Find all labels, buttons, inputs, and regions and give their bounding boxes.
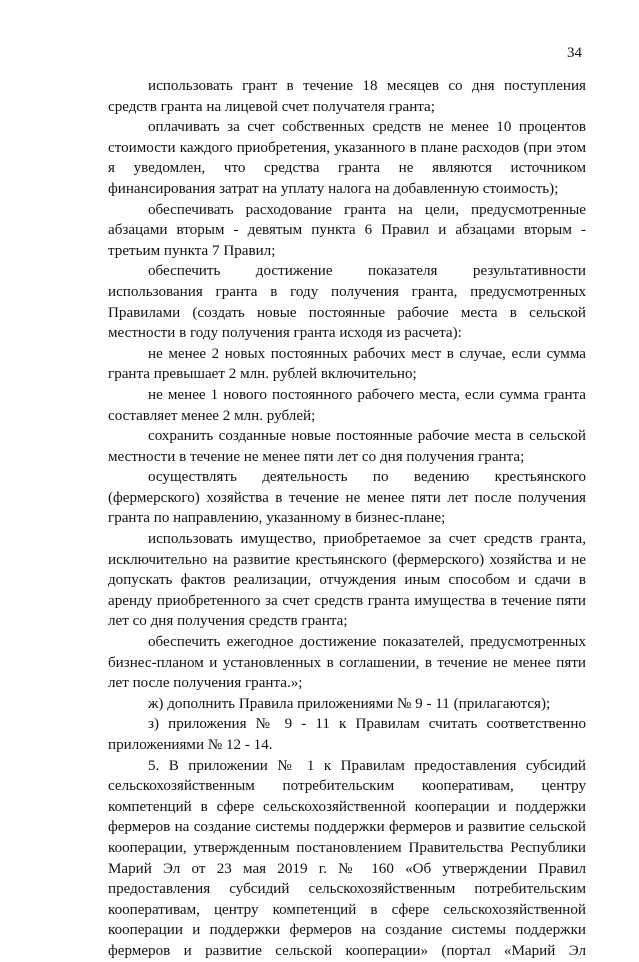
paragraph-annual-indicators: обеспечить ежегодное достижение показателей, предусмотренных бизнес-планом и установленных в соглашении, в течение не менее пяти лет после получения гранта.»; <box>108 634 586 692</box>
paragraph-property-use: использовать имущество, приобретаемое за счет средств гранта, исключительно на развитие крестьянского (фермерского) хозяйства и не допускать фактов реализации, отчуждения иным способом и сдачи в аренду приобретенного за счет средств гранта имущества в течение пяти лет со дня получения средств гранта; <box>108 531 586 630</box>
paragraph-two-jobs: не менее 2 новых постоянных рабочих мест в случае, если сумма гранта превышает 2 млн. рублей включительно; <box>108 345 586 383</box>
document-body <box>108 76 586 962</box>
paragraph-keep-jobs: сохранить созданные новые постоянные рабочие места в сельской местности в течение не менее пяти лет со дня получения гранта; <box>108 428 586 465</box>
paragraph-grant-term: использовать грант в течение 18 месяцев со дня поступления средств гранта на лицевой счет получателя гранта; <box>108 78 586 115</box>
paragraph-item-zh: ж) дополнить Правила приложениями № 9 - 11 (прилагаются); <box>148 695 551 712</box>
paragraph-performance-indicator: обеспечить достижение показателя результативности использования гранта в году получения гранта, предусмотренных Правилами (создать новые постоянные рабочие места в сельской местности в году получения гранта исходя из расчета): <box>108 263 586 342</box>
paragraph-one-job: не менее 1 нового постоянного рабочего места, если сумма гранта составляет менее 2 млн. рублей; <box>108 386 586 424</box>
page-number: 34 <box>567 45 582 61</box>
paragraph-farm-activity: осуществлять деятельность по ведению крестьянского (фермерского) хозяйства в течение не менее пяти лет после получения гранта по направлению, указанному в бизнес-плане; <box>108 469 586 527</box>
paragraph-spending-purposes: обеспечивать расходование гранта на цели, предусмотренные абзацами вторым - девятым пункта 6 Правил и абзацами вторым - третьим пункта 7 Правил; <box>108 201 586 259</box>
paragraph-own-funds: оплачивать за счет собственных средств не менее 10 процентов стоимости каждого приобретения, указанного в плане расходов (при этом я уведомлен, что средства гранта не являются источником финансирования затрат на уплату налога на добавленную стоимость); <box>108 119 586 197</box>
paragraph-item-z: з) приложения № 9 - 11 к Правилам считать соответственно приложениями № 12 - 14. <box>108 716 586 753</box>
paragraph-item-5: 5. В приложении № 1 к Правилам предоставления субсидий сельскохозяйственным потребительским кооперативам, центру компетенций в сфере сельскохозяйственной кооперации и поддержки фермеров на создание системы поддержки фермеров и развитие сельской кооперации, утвержденным постановлением Правительства Республики Марий Эл от 23 мая 2019 г. № 160 «Об утверждении Правил предоставления субсидий сельскохозяйственным потребительским кооперативам, центру компетенций в сфере сельскохозяйственной кооперации и поддержки фермеров на создание системы поддержки фермеров и развитие сельской кооперации» (портал «Марий Эл <box>108 757 586 959</box>
